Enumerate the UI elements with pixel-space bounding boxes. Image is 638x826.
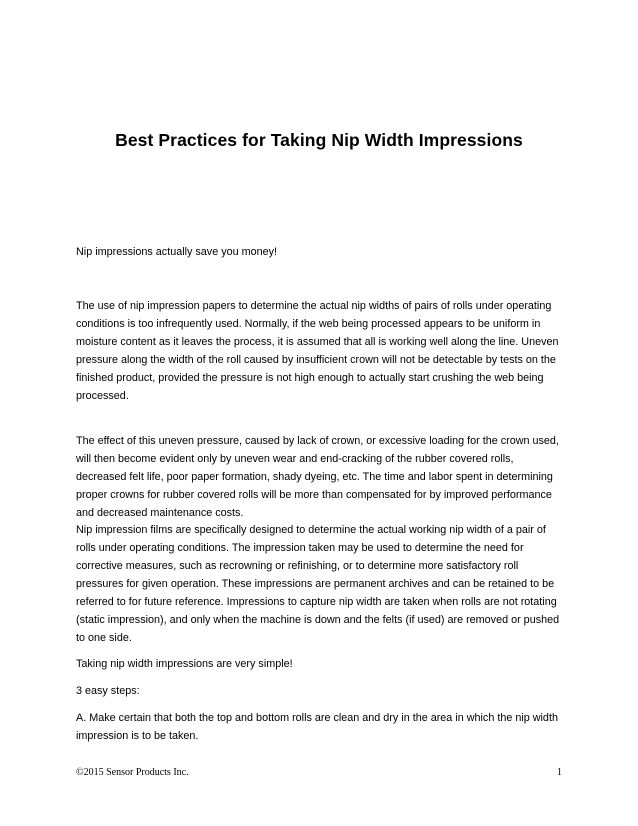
body-paragraph: The use of nip impression papers to determine the actual nip widths of pairs of rolls under operating conditions is too infrequently used. Normally, if the web being processed appears to be uniform in moisture content as it leaves the process, it is assumed that all is working well along the line. Uneven pressure along the width of the roll caused by insufficient crown will not be detectable by tests on the finished product, provided the pressure is not high enough to actually start crushing the web being processed. — [76, 300, 559, 402]
intro-paragraph: Nip impressions actually save you money! — [76, 246, 278, 258]
step-a: A. Make certain that both the top and bottom rolls are clean and dry in the area in which the nip width impression is to be taken. — [76, 712, 558, 742]
page-title: Best Practices for Taking Nip Width Impressions — [115, 130, 523, 150]
footer-page-number: 1 — [557, 767, 562, 778]
footer-copyright: ©2015 Sensor Products Inc. — [76, 767, 189, 778]
steps-heading: 3 easy steps: — [76, 685, 140, 697]
body-paragraph: Taking nip width impressions are very simple! — [76, 658, 293, 670]
body-paragraph: The effect of this uneven pressure, caused by lack of crown, or excessive loading for the crown used, will then become evident only by uneven wear and end-cracking of the rubber covered rolls, decreased felt life, poor paper formation, shady dyeing, etc. The time and labor spent in determining proper crowns for rubber covered rolls will be more than compensated for by improved performance and decreased maintenance costs. — [76, 435, 559, 519]
body-paragraph: Nip impression films are specifically designed to determine the actual working nip width of a pair of rolls under operating conditions. The impression taken may be used to determine the need for corrective measures, such as recrowning or refinishing, or to determine more satisfactory roll pressures for given operation. These impressions are permanent archives and can be retained to be referred to for future reference. Impressions to capture nip width are taken when rolls are not rotating (static impression), and only when the machine is down and the felts (if used) are removed or pushed to one side. — [76, 524, 560, 644]
